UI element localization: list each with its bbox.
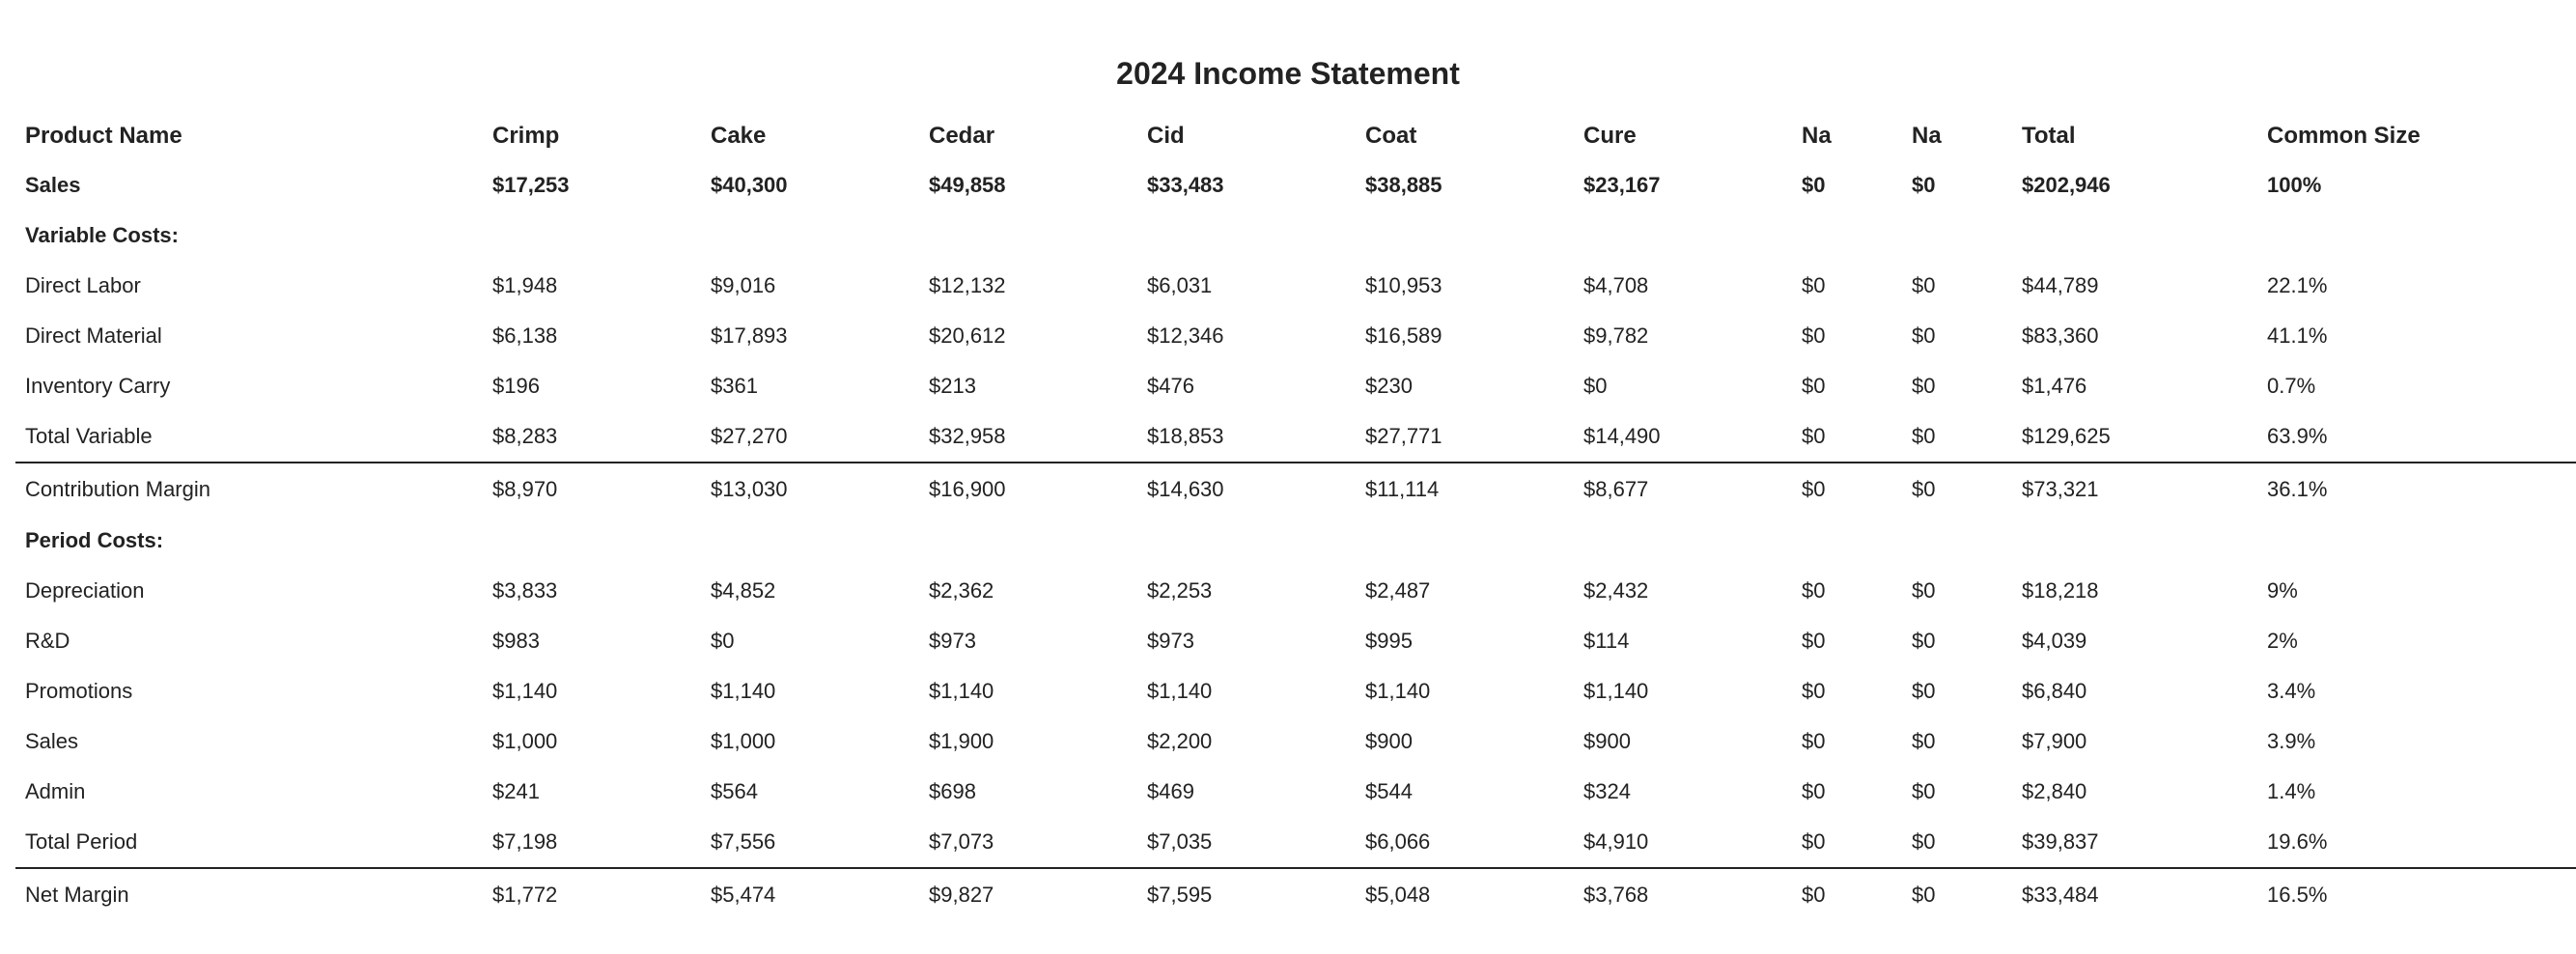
cell-value	[2257, 210, 2576, 261]
cell-value: $39,837	[2022, 829, 2099, 854]
table-row	[15, 516, 2576, 566]
cell-value	[701, 516, 919, 566]
row-label: Depreciation	[25, 578, 145, 603]
cell-value: $0	[1792, 463, 1902, 516]
cell-value: 1.4%	[2267, 779, 2316, 803]
cell-value: $7,900	[2022, 729, 2087, 753]
cell-value: $0	[1912, 173, 1936, 197]
cell-value: $0	[1802, 679, 1826, 703]
cell-value: $33,483	[1147, 173, 1224, 197]
cell-value: $114	[1583, 629, 1630, 653]
table-row	[15, 868, 2576, 921]
cell-value: $0	[1912, 273, 1936, 297]
cell-value: $16,900	[919, 463, 1137, 516]
cell-value: $6,138	[492, 323, 558, 348]
table-row	[15, 817, 2576, 868]
cell-value: $11,114	[1356, 463, 1574, 516]
cell-value: $1,900	[929, 729, 994, 753]
cell-value: $5,474	[701, 868, 919, 921]
cell-value: $202,946	[2022, 173, 2111, 197]
cell-value: $0	[1912, 424, 1936, 448]
cell-value: $973	[1147, 629, 1194, 653]
table-row	[15, 311, 2576, 361]
cell-value: $10,953	[1365, 273, 1442, 297]
cell-value: 63.9%	[2267, 424, 2328, 448]
cell-value: $5,048	[1356, 868, 1574, 921]
table-row	[15, 261, 2576, 311]
cell-value: 3.4%	[2267, 679, 2316, 703]
cell-value: $6,031	[1147, 273, 1213, 297]
column-header: Cedar	[929, 123, 995, 149]
cell-value: $230	[1365, 374, 1413, 398]
page-title: 2024 Income Statement	[1116, 56, 1460, 91]
cell-value: $0	[1912, 779, 1936, 803]
cell-value: $0	[1792, 868, 1902, 921]
table-row	[15, 666, 2576, 716]
row-label: Total Variable	[25, 424, 153, 448]
cell-value: $1,948	[492, 273, 558, 297]
cell-value	[1574, 516, 1792, 566]
cell-value: $40,300	[711, 173, 788, 197]
cell-value: $73,321	[2012, 463, 2257, 516]
cell-value: $0	[1802, 173, 1826, 197]
cell-value: $213	[929, 374, 976, 398]
cell-value	[2012, 210, 2257, 261]
cell-value: $18,853	[1147, 424, 1224, 448]
cell-value: $1,476	[2022, 374, 2087, 398]
cell-value: $129,625	[2022, 424, 2111, 448]
cell-value: $0	[1912, 729, 1936, 753]
cell-value: $12,346	[1147, 323, 1224, 348]
cell-value: $3,833	[492, 578, 558, 603]
cell-value: 2%	[2267, 629, 2298, 653]
cell-value: $0	[1802, 323, 1826, 348]
cell-value	[919, 516, 1137, 566]
cell-value	[1902, 210, 2012, 261]
cell-value: $27,270	[711, 424, 788, 448]
cell-value: 0.7%	[2267, 374, 2316, 398]
cell-value: $900	[1583, 729, 1631, 753]
cell-value: $983	[492, 629, 540, 653]
row-label: Promotions	[25, 679, 133, 703]
cell-value: 100%	[2267, 173, 2322, 197]
cell-value: $6,066	[1365, 829, 1431, 854]
cell-value: $9,016	[711, 273, 776, 297]
income-statement-table	[15, 112, 2576, 921]
table-row	[15, 767, 2576, 817]
row-label: Inventory Carry	[25, 374, 171, 398]
cell-value: $1,140	[1365, 679, 1431, 703]
column-header: Cid	[1147, 123, 1185, 149]
cell-value: $7,073	[929, 829, 994, 854]
cell-value: $18,218	[2022, 578, 2099, 603]
column-header: Na	[1912, 123, 1942, 149]
row-label: Total Period	[25, 829, 138, 854]
cell-value: $7,035	[1147, 829, 1213, 854]
cell-value: $1,140	[492, 679, 558, 703]
cell-value: $1,140	[1147, 679, 1213, 703]
cell-value: $6,840	[2022, 679, 2087, 703]
table-row	[15, 616, 2576, 666]
cell-value: $8,283	[492, 424, 558, 448]
column-header: Na	[1802, 123, 1832, 149]
cell-value: 22.1%	[2267, 273, 2328, 297]
cell-value: $0	[1912, 323, 1936, 348]
cell-value: $0	[1912, 374, 1936, 398]
cell-value	[1137, 210, 1356, 261]
cell-value: $33,484	[2012, 868, 2257, 921]
cell-value: $2,432	[1583, 578, 1649, 603]
column-header: Crimp	[492, 123, 560, 149]
cell-value: $973	[929, 629, 976, 653]
table-row	[15, 160, 2576, 210]
cell-value: $900	[1365, 729, 1413, 753]
cell-value	[483, 516, 701, 566]
row-label: Variable Costs:	[25, 223, 179, 247]
cell-value: $1,140	[929, 679, 994, 703]
cell-value: $698	[929, 779, 976, 803]
cell-value: $1,000	[711, 729, 776, 753]
cell-value: $44,789	[2022, 273, 2099, 297]
cell-value	[701, 210, 919, 261]
cell-value: $0	[1802, 374, 1826, 398]
cell-value	[1902, 516, 2012, 566]
row-label: Sales	[25, 729, 79, 753]
table-row	[15, 716, 2576, 767]
cell-value: 9%	[2267, 578, 2298, 603]
cell-value	[919, 210, 1137, 261]
cell-value	[483, 210, 701, 261]
cell-value	[1792, 516, 1902, 566]
cell-value: $1,140	[711, 679, 776, 703]
cell-value: $0	[1583, 374, 1608, 398]
column-header: Coat	[1365, 123, 1417, 149]
column-header: Total	[2022, 123, 2076, 149]
cell-value: $32,958	[929, 424, 1006, 448]
cell-value	[1137, 516, 1356, 566]
cell-value: $12,132	[929, 273, 1006, 297]
cell-value: $2,253	[1147, 578, 1213, 603]
cell-value: $564	[711, 779, 758, 803]
cell-value: $2,487	[1365, 578, 1431, 603]
cell-value: $8,677	[1574, 463, 1792, 516]
cell-value: $0	[1912, 629, 1936, 653]
table-row	[15, 566, 2576, 616]
cell-value: $2,200	[1147, 729, 1213, 753]
cell-value: $241	[492, 779, 540, 803]
cell-value: $4,039	[2022, 629, 2087, 653]
table-row	[15, 210, 2576, 261]
cell-value	[2257, 516, 2576, 566]
cell-value: $83,360	[2022, 323, 2099, 348]
cell-value: $9,827	[919, 868, 1137, 921]
cell-value: $9,782	[1583, 323, 1649, 348]
column-header: Common Size	[2267, 123, 2421, 149]
cell-value: $13,030	[701, 463, 919, 516]
cell-value: $196	[492, 374, 540, 398]
cell-value: 19.6%	[2267, 829, 2328, 854]
cell-value: $4,910	[1583, 829, 1649, 854]
cell-value	[1356, 516, 1574, 566]
cell-value: $38,885	[1365, 173, 1442, 197]
cell-value: 16.5%	[2257, 868, 2576, 921]
row-label: R&D	[25, 629, 70, 653]
row-label: Direct Labor	[25, 273, 141, 297]
cell-value: $17,253	[492, 173, 570, 197]
cell-value: $1,140	[1583, 679, 1649, 703]
cell-value: $2,840	[2022, 779, 2087, 803]
table-row	[15, 361, 2576, 411]
cell-value	[2012, 516, 2257, 566]
cell-value: $0	[1802, 779, 1826, 803]
cell-value: $0	[1902, 463, 2012, 516]
cell-value: $2,362	[929, 578, 994, 603]
cell-value: $0	[1912, 829, 1936, 854]
cell-value: $324	[1583, 779, 1631, 803]
column-header: Product Name	[25, 123, 182, 149]
cell-value: $0	[1802, 829, 1826, 854]
cell-value: $1,000	[492, 729, 558, 753]
cell-value: $0	[1912, 679, 1936, 703]
cell-value: 41.1%	[2267, 323, 2328, 348]
cell-value: $20,612	[929, 323, 1006, 348]
cell-value: $16,589	[1365, 323, 1442, 348]
cell-value: $4,708	[1583, 273, 1649, 297]
column-header: Cake	[711, 123, 767, 149]
cell-value: $27,771	[1365, 424, 1442, 448]
cell-value: $17,893	[711, 323, 788, 348]
row-label: Contribution Margin	[15, 463, 483, 516]
cell-value: $0	[1912, 578, 1936, 603]
cell-value: $544	[1365, 779, 1413, 803]
row-label: Admin	[25, 779, 86, 803]
cell-value	[1792, 210, 1902, 261]
cell-value: $14,490	[1583, 424, 1661, 448]
cell-value: $23,167	[1583, 173, 1661, 197]
header-row	[15, 112, 2576, 160]
row-label: Sales	[25, 173, 81, 197]
cell-value	[1356, 210, 1574, 261]
cell-value: $0	[1802, 629, 1826, 653]
row-label: Net Margin	[15, 868, 483, 921]
cell-value: $4,852	[711, 578, 776, 603]
row-label: Period Costs:	[25, 528, 164, 552]
cell-value: $0	[1802, 273, 1826, 297]
cell-value: 36.1%	[2257, 463, 2576, 516]
cell-value: $7,595	[1137, 868, 1356, 921]
cell-value: $1,772	[483, 868, 701, 921]
cell-value: $3,768	[1574, 868, 1792, 921]
cell-value: 3.9%	[2267, 729, 2316, 753]
cell-value	[1574, 210, 1792, 261]
cell-value: $995	[1365, 629, 1413, 653]
cell-value: $469	[1147, 779, 1194, 803]
cell-value: $0	[1802, 729, 1826, 753]
cell-value: $476	[1147, 374, 1194, 398]
cell-value: $8,970	[483, 463, 701, 516]
cell-value: $0	[1802, 578, 1826, 603]
cell-value: $0	[711, 629, 735, 653]
table-row	[15, 411, 2576, 463]
column-header: Cure	[1583, 123, 1637, 149]
row-label: Direct Material	[25, 323, 162, 348]
cell-value: $0	[1802, 424, 1826, 448]
cell-value: $0	[1902, 868, 2012, 921]
cell-value: $7,198	[492, 829, 558, 854]
cell-value: $361	[711, 374, 758, 398]
cell-value: $14,630	[1137, 463, 1356, 516]
cell-value: $49,858	[929, 173, 1006, 197]
table-row	[15, 463, 2576, 516]
cell-value: $7,556	[711, 829, 776, 854]
